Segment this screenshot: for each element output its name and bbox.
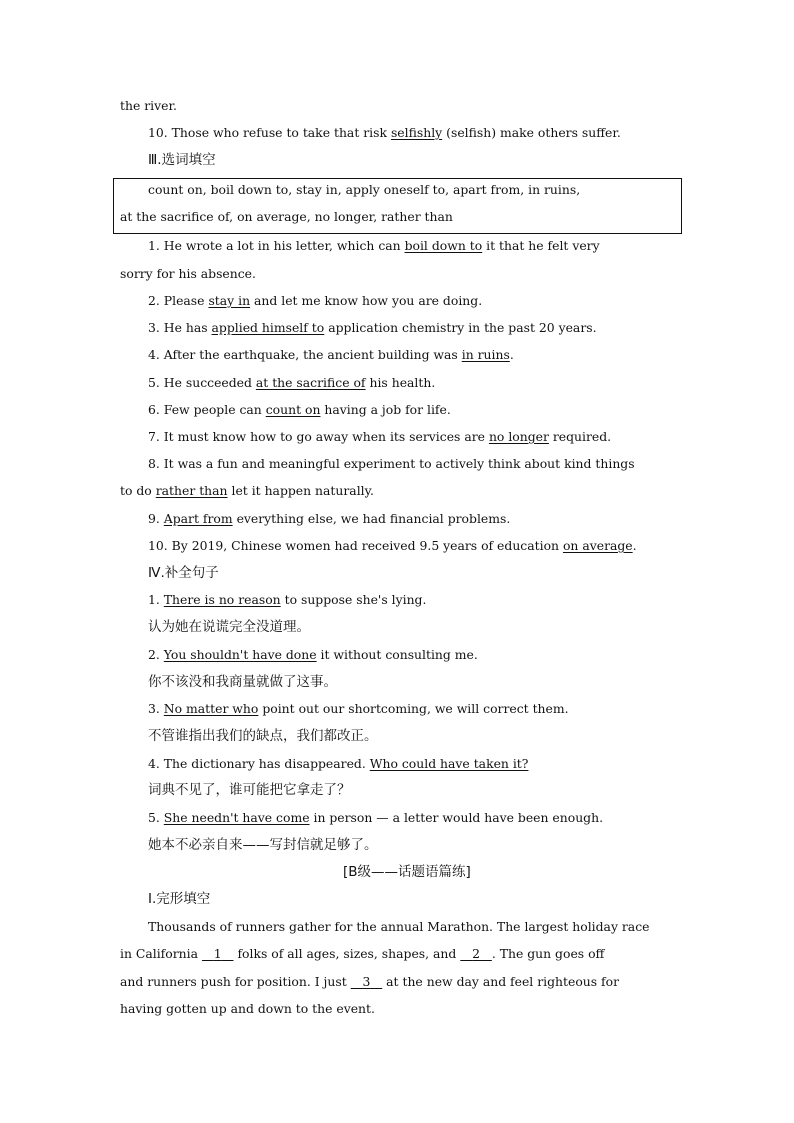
- answer: stay in: [208, 293, 251, 308]
- passage-line-2: [120, 946, 604, 962]
- passage-line-4: having gotten up and down to the event.: [120, 1001, 375, 1016]
- question-number: 5.: [148, 810, 160, 825]
- passage-text: folks of all ages, sizes, shapes, and: [237, 946, 457, 961]
- question-text: his health.: [369, 375, 436, 390]
- question-text: After the earthquake, the ancient building was: [163, 347, 458, 362]
- question-text: Few people can: [163, 402, 262, 417]
- sentence-4-chinese: 词典不见了，谁可能把它拿走了？: [148, 782, 351, 798]
- answer: No matter who: [163, 701, 259, 716]
- sentence-5-chinese: 她本不必亲自来——写封信就足够了。: [148, 837, 378, 853]
- question-number: 4.: [148, 347, 160, 362]
- question-text: let it happen naturally.: [231, 483, 374, 498]
- question-text: By 2019, Chinese women had received 9.5 years of education: [171, 538, 560, 553]
- passage-text: and runners push for position. I just: [120, 974, 347, 989]
- answer: rather than: [155, 483, 228, 498]
- section-heading-3: Ⅲ.选词填空: [148, 152, 216, 168]
- question-text: required.: [552, 429, 612, 444]
- answer: There is no reason: [163, 592, 281, 607]
- question-1: [148, 238, 600, 254]
- passage-text: at the new day and feel righteous for: [386, 974, 620, 989]
- question-text: He succeeded: [163, 375, 252, 390]
- question-7: [148, 429, 611, 445]
- question-number: 4.: [148, 756, 160, 771]
- answer: applied himself to: [211, 320, 325, 335]
- question-2: [148, 293, 482, 309]
- question-text: .: [509, 347, 514, 362]
- question-number: 2.: [148, 293, 160, 308]
- answer: on average: [562, 538, 633, 553]
- question-number: 2.: [148, 647, 160, 662]
- question-number: 3.: [148, 701, 160, 716]
- question-number: 3.: [148, 320, 160, 335]
- answer: at the sacrifice of: [255, 375, 366, 390]
- question-1-cont: sorry for his absence.: [120, 266, 256, 281]
- question-text: to suppose she's lying.: [284, 592, 427, 607]
- prev-text-tail: the river.: [120, 98, 177, 113]
- question-text: in person — a letter would have been enough.: [313, 810, 604, 825]
- sentence-2: [148, 647, 478, 663]
- answer: Who could have taken it?: [369, 756, 529, 771]
- question-number: 10.: [148, 538, 168, 553]
- question-text: to do: [120, 483, 152, 498]
- question-number: 6.: [148, 402, 160, 417]
- passage-line-3: [120, 974, 619, 990]
- answer: You shouldn't have done: [163, 647, 317, 662]
- question-6: [148, 402, 451, 418]
- sentence-1: [148, 592, 426, 608]
- question-text: it that he felt very: [486, 238, 600, 253]
- question-9: [148, 511, 510, 527]
- question-number: 5.: [148, 375, 160, 390]
- question-text: having a job for life.: [324, 402, 451, 417]
- answer: Apart from: [163, 511, 233, 526]
- question-8-cont: [120, 483, 374, 499]
- section-heading-b1: Ⅰ.完形填空: [148, 891, 211, 907]
- question-text: It must know how to go away when its services are: [163, 429, 485, 444]
- question-text: and let me know how you are doing.: [254, 293, 483, 308]
- blank-3: 3: [362, 974, 371, 989]
- word-bank-line-2: at the sacrifice of, on average, no longer, rather than: [120, 209, 453, 224]
- question-text: it without consulting me.: [320, 647, 478, 662]
- passage-line-1: Thousands of runners gather for the annual Marathon. The largest holiday race: [148, 919, 650, 934]
- question-text: point out our shortcoming, we will correct them.: [262, 701, 569, 716]
- answer: selfishly: [390, 125, 443, 140]
- sentence-3-chinese: 不管谁指出我们的缺点，我们都改正。: [148, 728, 378, 744]
- question-number: 7.: [148, 429, 160, 444]
- question-text: everything else, we had financial problems.: [236, 511, 511, 526]
- question-text: .: [632, 538, 637, 553]
- question-number: 10.: [148, 125, 168, 140]
- blank-2: 2: [472, 946, 480, 961]
- question-text: Those who refuse to take that risk: [171, 125, 387, 140]
- question-text: application chemistry in the past 20 years.: [328, 320, 597, 335]
- question-text: Please: [163, 293, 205, 308]
- sentence-5: [148, 810, 603, 826]
- blank-1: 1: [213, 946, 222, 961]
- answer: in ruins: [461, 347, 510, 362]
- answer: count on: [265, 402, 321, 417]
- word-bank-line-1: count on, boil down to, stay in, apply oneself to, apart from, in ruins,: [148, 182, 581, 197]
- sentence-4: [148, 756, 528, 772]
- question-number: 1.: [148, 238, 160, 253]
- question-text: He wrote a lot in his letter, which can: [163, 238, 401, 253]
- answer: She needn't have come: [163, 810, 310, 825]
- sentence-3: [148, 701, 569, 717]
- sentence-2-chinese: 你不该没和我商量就做了这事。: [148, 674, 337, 690]
- question-4: [148, 347, 514, 363]
- question-10: [148, 538, 637, 554]
- question-8: [148, 456, 635, 472]
- passage-text: in California: [120, 946, 198, 961]
- question-text: He has: [163, 320, 208, 335]
- question-text: (selfish) make others suffer.: [446, 125, 621, 140]
- question-number: 1.: [148, 592, 160, 607]
- question-text: It was a fun and meaningful experiment to actively think about kind things: [163, 456, 635, 471]
- answer: no longer: [488, 429, 549, 444]
- question-number: 8.: [148, 456, 160, 471]
- question-text: The dictionary has disappeared.: [163, 756, 366, 771]
- section-heading-4: Ⅳ.补全句子: [148, 565, 219, 581]
- sentence-1-chinese: 认为她在说谎完全没道理。: [148, 619, 310, 635]
- answer: boil down to: [404, 238, 483, 253]
- question-5: [148, 375, 435, 391]
- level-label: [B级——话题语篇练]: [343, 864, 471, 880]
- question-3: [148, 320, 597, 336]
- question-number: 9.: [148, 511, 160, 526]
- passage-text: . The gun goes off: [491, 946, 605, 961]
- question-10: [148, 125, 621, 141]
